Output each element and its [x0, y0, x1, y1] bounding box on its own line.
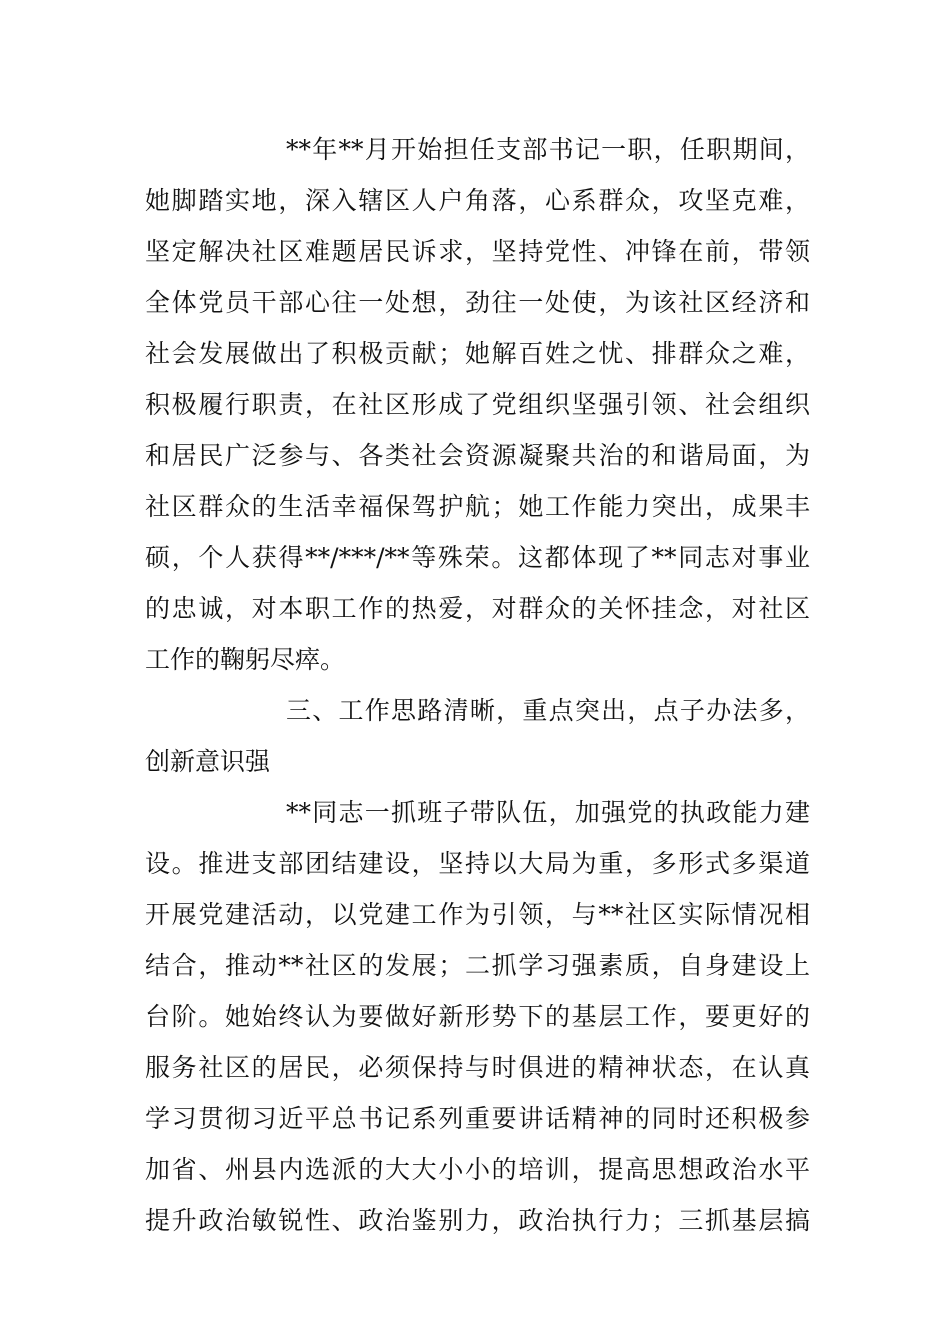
paragraph-line: 提升政治敏锐性、政治鉴别力，政治执行力；三抓基层搞 — [145, 1206, 810, 1235]
paragraph-line: 工作的鞠躬尽瘁。 — [145, 645, 346, 674]
paragraph-line: 加省、州县内选派的大大小小的培训，提高思想政治水平 — [145, 1155, 810, 1184]
paragraph-line: 台阶。她始终认为要做好新形势下的基层工作，要更好的 — [145, 1002, 810, 1031]
paragraph-line: 服务社区的居民，必须保持与时俱进的精神状态，在认真 — [145, 1053, 810, 1082]
paragraph-line: 坚定解决社区难题居民诉求，坚持党性、冲锋在前，带领 — [145, 237, 810, 266]
paragraph-line: 设。推进支部团结建设，坚持以大局为重，多形式多渠道 — [145, 849, 810, 878]
paragraph-line: 全体党员干部心往一处想，劲往一处使，为该社区经济和 — [145, 288, 810, 317]
paragraph-line: 的忠诚，对本职工作的热爱，对群众的关怀挂念，对社区 — [145, 594, 810, 623]
paragraph-line: 积极履行职责，在社区形成了党组织坚强引领、社会组织 — [145, 390, 810, 419]
section-heading: 三、工作思路清晰，重点突出，点子办法多， — [286, 696, 810, 725]
paragraph-line: 硕，个人获得**/***/**等殊荣。这都体现了**同志对事业 — [145, 543, 810, 572]
section-heading-continuation: 创新意识强 — [145, 747, 271, 776]
paragraph-line: 和居民广泛参与、各类社会资源凝聚共治的和谐局面，为 — [145, 441, 810, 470]
paragraph-line: 她脚踏实地，深入辖区人户角落，心系群众，攻坚克难， — [145, 186, 810, 215]
paragraph-line: 开展党建活动，以党建工作为引领，与**社区实际情况相 — [145, 900, 810, 929]
paragraph-line: **同志一抓班子带队伍，加强党的执政能力建 — [286, 798, 810, 827]
paragraph-line: **年**月开始担任支部书记一职，任职期间， — [286, 135, 810, 164]
paragraph-line: 社会发展做出了积极贡献；她解百姓之忧、排群众之难， — [145, 339, 810, 368]
paragraph-line: 结合，推动**社区的发展；二抓学习强素质，自身建设上 — [145, 951, 810, 980]
paragraph-line: 学习贯彻习近平总书记系列重要讲话精神的同时还积极参 — [145, 1104, 810, 1133]
paragraph-line: 社区群众的生活幸福保驾护航；她工作能力突出，成果丰 — [145, 492, 810, 521]
